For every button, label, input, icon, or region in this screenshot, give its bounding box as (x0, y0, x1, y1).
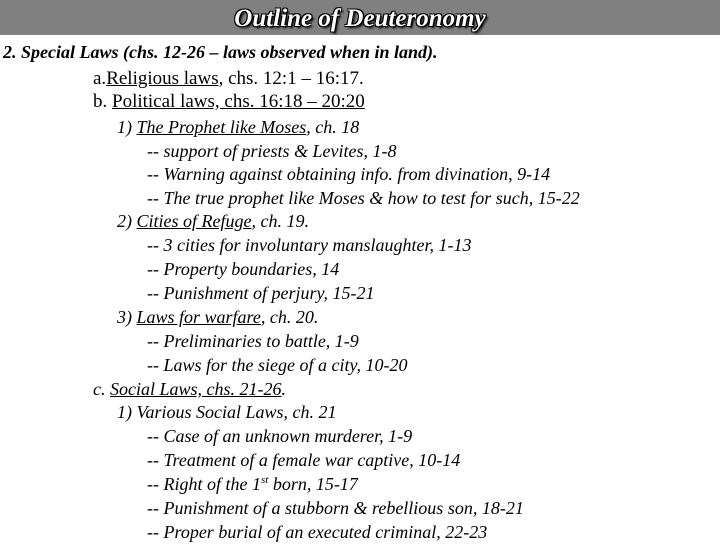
item-a (93, 67, 364, 91)
item-b3-label: Laws for warfare (136, 307, 261, 327)
item-b1-rest: , ch. 18 (306, 117, 360, 137)
item-a-prefix: a. (93, 68, 107, 89)
item-b1-prefix: 1) (117, 117, 137, 137)
item-b2-rest: , ch. 19. (251, 211, 309, 231)
list-item: -- Proper burial of an executed criminal, 22-23 (147, 522, 488, 542)
item-c-rest: . (281, 379, 287, 399)
item-c-label: Social Laws, chs. 21-26 (110, 379, 282, 399)
list-item: -- Property boundaries, 14 (147, 259, 340, 279)
list-item: -- Punishment of perjury, 15-21 (147, 283, 375, 303)
list-item: -- The true prophet like Moses & how to test for such, 15-22 (147, 188, 580, 208)
slide-title: Outline of Deuteronomy (234, 5, 486, 32)
list-item: -- Laws for the siege of a city, 10-20 (147, 355, 408, 375)
list-item-text: -- Right of the 1 (147, 474, 261, 494)
item-b2 (117, 209, 309, 233)
item-b3-rest: , ch. 20. (260, 307, 319, 327)
item-a-label: Religious laws (106, 68, 219, 89)
item-b2-label: Cities of Refuge (136, 211, 252, 231)
item-a-rest: , chs. 12:1 – 16:17. (218, 68, 364, 89)
list-item: -- Preliminaries to battle, 1-9 (147, 331, 359, 351)
item-b (93, 90, 365, 114)
list-item: -- Warning against obtaining info. from divination, 9-14 (147, 164, 551, 184)
list-item: -- Treatment of a female war captive, 10-14 (147, 450, 461, 470)
item-b2-prefix: 2) (117, 211, 137, 231)
item-b3 (117, 305, 318, 329)
item-c (93, 377, 286, 401)
item-b3-prefix: 3) (117, 307, 137, 327)
item-b-label: Political laws, chs. 16:18 – 20:20 (112, 91, 365, 112)
item-c-prefix: c. (93, 379, 110, 399)
superscript: st (260, 474, 269, 486)
item-c1: 1) Various Social Laws, ch. 21 (117, 402, 337, 422)
title-bar (0, 0, 720, 35)
list-item: -- Case of an unknown murderer, 1-9 (147, 426, 413, 446)
item-b1 (117, 115, 359, 139)
point-2-heading: 2. Special Laws (chs. 12-26 – laws observed when in land). (3, 42, 438, 62)
list-item: -- support of priests & Levites, 1-8 (147, 141, 397, 161)
list-item: -- Punishment of a stubborn & rebellious son, 18-21 (147, 498, 524, 518)
list-item (147, 472, 358, 496)
list-item-text: born, 15-17 (268, 474, 358, 494)
item-b-prefix: b. (93, 91, 112, 112)
item-b1-label: The Prophet like Moses (136, 117, 307, 137)
list-item: -- 3 cities for involuntary manslaughter, 1-13 (147, 235, 472, 255)
